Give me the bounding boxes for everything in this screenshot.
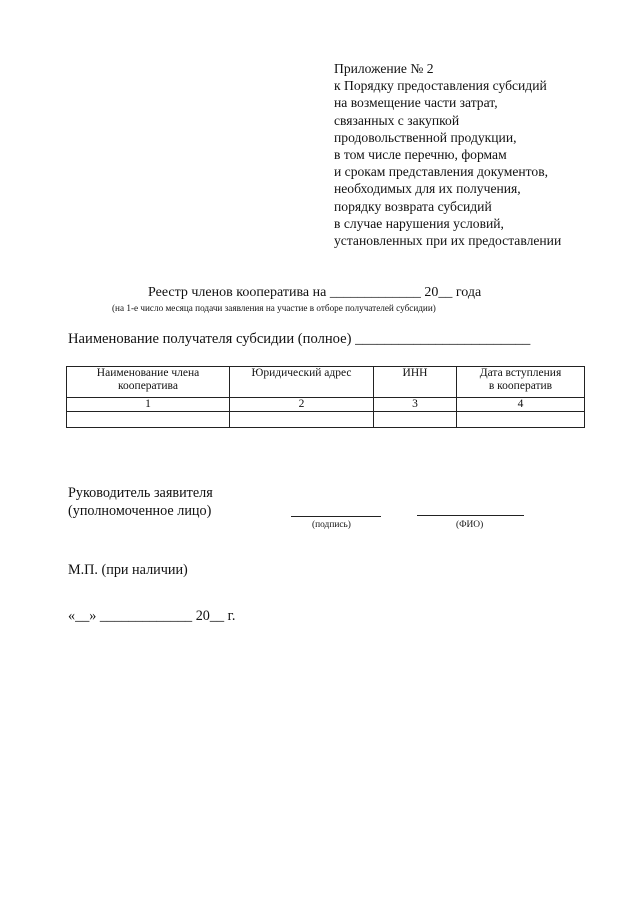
date-line: «__» _____________ 20__ г.: [68, 608, 236, 624]
table-row: [67, 412, 585, 428]
recipient-name-line: Наименование получателя субсидии (полное) ________________________: [68, 331, 531, 347]
appendix-line: продовольственной продукции,: [334, 129, 517, 145]
header-text: Юридический адрес: [251, 367, 352, 379]
appendix-line: Приложение № 2: [334, 61, 434, 76]
header-text: Дата вступления: [479, 367, 562, 379]
appendix-line: в том числе перечню, формам: [334, 147, 507, 163]
stamp-label: М.П. (при наличии): [68, 562, 188, 578]
header-text: ИНН: [402, 367, 428, 379]
registry-title: Реестр членов кооператива на _____________ 20__ года: [148, 285, 482, 300]
appendix-line: порядку возврата субсидий: [334, 198, 492, 214]
table-cell[interactable]: [457, 412, 585, 428]
column-number: 2: [230, 398, 374, 412]
members-table: [66, 366, 585, 428]
column-number: 1: [67, 398, 230, 412]
header-text: Наименование члена: [96, 367, 200, 379]
head-label-line: Руководитель заявителя: [68, 485, 213, 501]
table-number-row: [67, 398, 585, 412]
appendix-line: связанных с закупкой: [334, 112, 460, 128]
header-inn: [374, 367, 457, 398]
appendix-header: [334, 60, 561, 249]
table-cell[interactable]: [374, 412, 457, 428]
table-header-row: [67, 367, 585, 398]
head-label-line: (уполномоченное лицо): [68, 502, 212, 519]
full-name-line[interactable]: [417, 515, 524, 516]
head-of-applicant-label: [68, 485, 213, 520]
header-text: в кооператив: [488, 380, 553, 392]
column-number: 3: [374, 398, 457, 412]
appendix-line: и срокам представления документов,: [334, 164, 549, 180]
appendix-line: на возмещение части затрат,: [334, 95, 498, 111]
appendix-line: установленных при их предоставлении: [334, 233, 562, 249]
appendix-line: необходимых для их получения,: [334, 181, 521, 197]
header-text: кооператива: [118, 380, 178, 392]
appendix-line: к Порядку предоставления субсидий: [334, 78, 547, 94]
appendix-line: в случае нарушения условий,: [334, 215, 504, 231]
signature-line[interactable]: [291, 516, 381, 517]
table-cell[interactable]: [230, 412, 374, 428]
header-join-date: [457, 367, 585, 398]
column-number: 4: [457, 398, 585, 412]
signature-caption: (подпись): [312, 520, 351, 530]
registry-note: (на 1-е число месяца подачи заявления на участие в отборе получателей субсидии): [112, 303, 436, 313]
table-cell[interactable]: [67, 412, 230, 428]
full-name-caption: (ФИО): [456, 520, 484, 530]
header-legal-address: [230, 367, 374, 398]
header-member-name: [67, 367, 230, 398]
